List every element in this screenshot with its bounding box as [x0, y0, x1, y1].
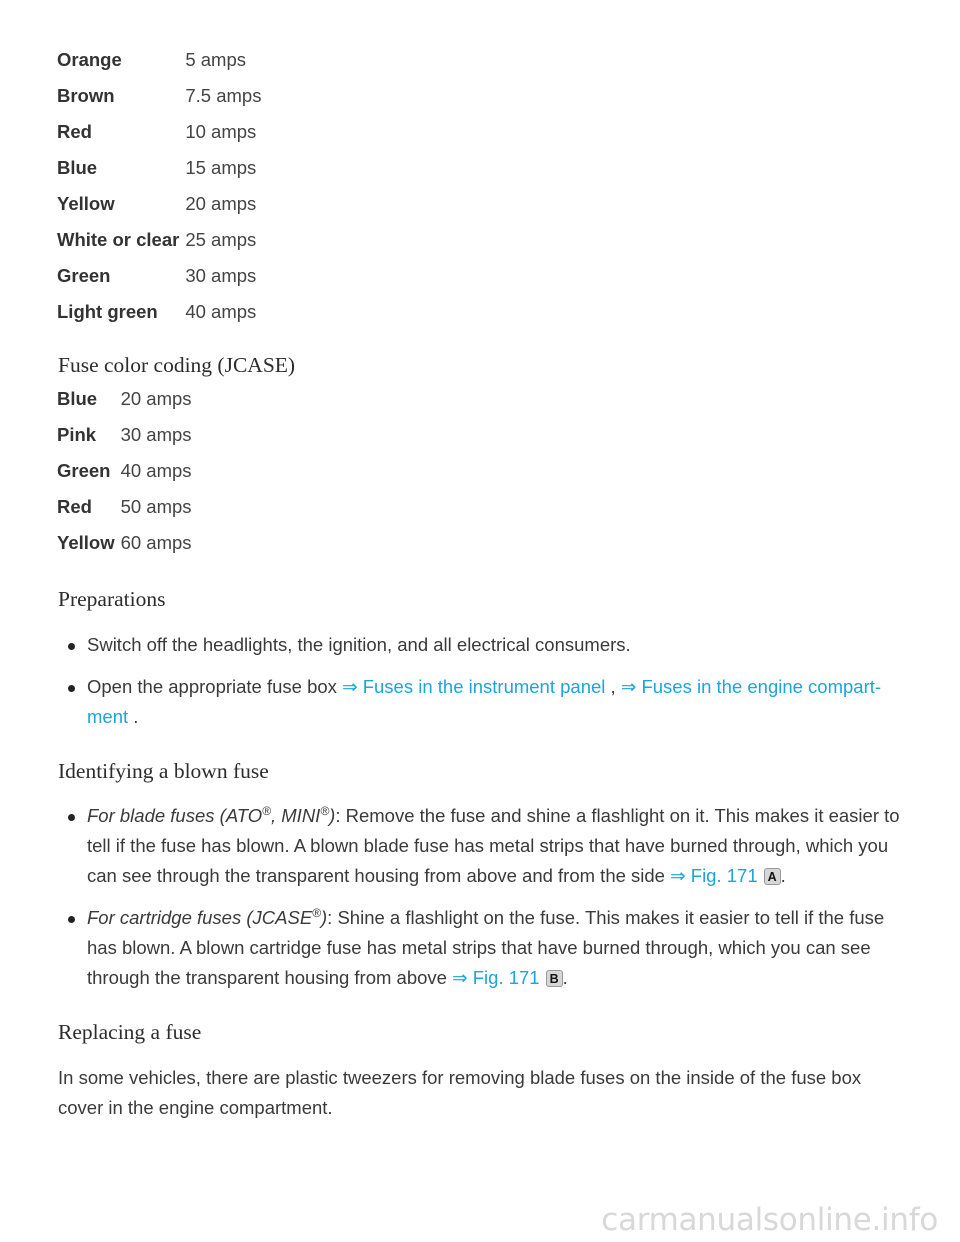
jcase-heading: Fuse color coding (JCASE)	[58, 353, 296, 377]
table-row	[57, 381, 192, 417]
figure-badge-a: A	[764, 868, 781, 885]
fig-171-link[interactable]: ⇒ Fig. 171	[452, 967, 540, 988]
fuse-color-cell: Light green	[57, 301, 158, 322]
table-row	[57, 525, 192, 561]
registered-mark: ®	[320, 804, 330, 818]
table-row	[57, 258, 261, 294]
preparations-list	[58, 630, 918, 732]
fuse-color-cell: Red	[57, 121, 92, 142]
table-row	[57, 150, 261, 186]
figure-badge-b: B	[546, 970, 563, 987]
table-row	[57, 186, 261, 222]
fuse-color-cell: Orange	[57, 49, 122, 70]
fuse-amps-cell: 30 amps	[120, 424, 192, 445]
fuse-amps-cell: 7.5 amps	[185, 85, 262, 106]
list-item	[58, 903, 918, 993]
list-item	[58, 801, 918, 891]
blade-fuse-label	[87, 805, 335, 826]
fuse-color-table	[57, 42, 261, 330]
table-row	[57, 42, 261, 78]
fig-171-link[interactable]: ⇒ Fig. 171	[670, 865, 758, 886]
document-page	[58, 0, 918, 1123]
list-item-end: .	[128, 706, 139, 727]
list-item-text: Open the appropriate fuse box	[87, 676, 337, 697]
table-row	[57, 453, 192, 489]
fuse-color-cell: Yellow	[57, 193, 115, 214]
period: .	[780, 865, 786, 886]
cartridge-fuse-label	[87, 907, 327, 928]
fuse-color-cell: Green	[57, 265, 111, 286]
list-item-text: Switch off the headlights, the ignition, and all electrical consumers.	[87, 634, 631, 655]
registered-mark: ®	[262, 804, 271, 818]
table-row	[57, 294, 261, 330]
fuse-amps-cell: 40 amps	[185, 301, 257, 322]
fuse-color-cell: Blue	[57, 157, 98, 178]
fuse-color-cell: Yellow	[57, 532, 115, 553]
table-row	[57, 222, 261, 258]
fuse-amps-cell: 20 amps	[120, 388, 192, 409]
replacing-text: In some vehicles, there are plastic tweezers for removing blade fuses on the inside of the fuse box cover in the engine compartment.	[58, 1067, 862, 1118]
table-row	[57, 489, 192, 525]
replacing-heading: Replacing a fuse	[58, 1020, 202, 1044]
fuse-amps-cell: 40 amps	[120, 460, 192, 481]
fuse-color-cell: White or clear	[57, 229, 180, 250]
table-row	[57, 114, 261, 150]
registered-mark: ®	[312, 906, 321, 920]
identifying-heading: Identifying a blown fuse	[58, 759, 269, 783]
fuse-amps-cell: 20 amps	[185, 193, 257, 214]
fuse-amps-cell: 50 amps	[120, 496, 192, 517]
fuse-color-cell: Green	[57, 460, 111, 481]
label-part: For blade fuses (ATO	[87, 805, 263, 826]
fuse-color-cell: Pink	[57, 424, 97, 445]
jcase-fuse-table	[57, 381, 192, 561]
fuse-color-cell: Blue	[57, 388, 98, 409]
watermark: carmanualsonline.info	[601, 1202, 938, 1238]
fuse-amps-cell: 30 amps	[185, 265, 257, 286]
fuse-amps-cell: 25 amps	[185, 229, 257, 250]
fuses-engine-compartment-link[interactable]: ⇒ Fuses in the engine compart- ment	[87, 676, 882, 727]
label-part: For cartridge fuses (JCASE	[87, 907, 313, 928]
fuse-amps-cell: 15 amps	[185, 157, 257, 178]
list-item	[58, 630, 918, 660]
fuses-instrument-panel-link[interactable]: ⇒ Fuses in the instrument panel	[342, 676, 606, 697]
period: .	[562, 967, 568, 988]
label-part: )	[321, 907, 328, 928]
list-item	[58, 672, 918, 732]
label-part: , MINI	[270, 805, 321, 826]
label-part: )	[329, 805, 336, 826]
fuse-amps-cell: 60 amps	[120, 532, 192, 553]
blade-fuse-text: : Remove the fuse and shine a flashlight on it. This makes it easier to tell if the fuse has blown. A blown blade fuse has metal strips that have burned through, which you can see through the transparent housing from above and from the side	[87, 805, 900, 886]
fuse-color-cell: Brown	[57, 85, 115, 106]
cartridge-fuse-text: : Shine a flashlight on the fuse. This makes it easier to tell if the fuse has blown. A blown cartridge fuse has metal strips that have burned through, which you can see through the transparent housing from above	[87, 907, 885, 988]
preparations-heading: Preparations	[58, 587, 166, 611]
fuse-amps-cell: 10 amps	[185, 121, 257, 142]
table-row	[57, 78, 261, 114]
table-row	[57, 417, 192, 453]
separator: ,	[605, 676, 616, 697]
fuse-color-cell: Red	[57, 496, 92, 517]
fuse-amps-cell: 5 amps	[185, 49, 247, 70]
identifying-list	[58, 801, 918, 993]
